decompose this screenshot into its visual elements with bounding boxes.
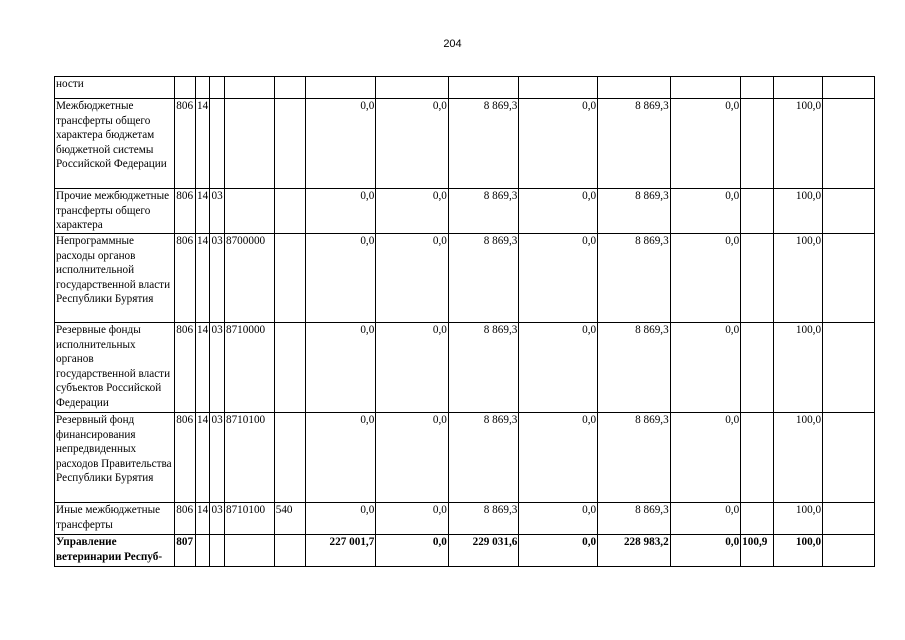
row-name: Управление ветеринарии Респуб- [55, 535, 175, 567]
value-7 [741, 99, 774, 189]
vr-code: 540 [274, 503, 305, 535]
value-8: 100,0 [774, 234, 823, 323]
value-2: 0,0 [376, 323, 449, 413]
vr-code [274, 77, 305, 99]
section-code [195, 535, 210, 567]
value-6: 0,0 [670, 189, 740, 234]
section-code: 14 [195, 99, 210, 189]
value-3: 229 031,6 [448, 535, 518, 567]
value-7 [741, 503, 774, 535]
value-5 [598, 77, 671, 99]
value-8: 100,0 [774, 323, 823, 413]
row-name: Резервные фонды исполнительных органов государственной власти субъектов Российской Федерации [55, 323, 175, 413]
value-2 [376, 77, 449, 99]
ministry-code [175, 77, 196, 99]
table-row [55, 503, 875, 535]
value-2: 0,0 [376, 535, 449, 567]
value-3: 8 869,3 [448, 189, 518, 234]
vr-code [274, 234, 305, 323]
row-name: ности [55, 77, 175, 99]
value-2: 0,0 [376, 99, 449, 189]
value-6: 0,0 [670, 413, 740, 503]
section-code [195, 77, 210, 99]
target-code [224, 189, 274, 234]
value-8 [774, 77, 823, 99]
value-1: 0,0 [305, 189, 375, 234]
subsection-code: 03 [210, 234, 225, 323]
table-row [55, 99, 875, 189]
value-1 [305, 77, 375, 99]
value-7 [741, 77, 774, 99]
row-name: Иные межбюджетные трансферты [55, 503, 175, 535]
subsection-code: 03 [210, 503, 225, 535]
value-2: 0,0 [376, 413, 449, 503]
value-1: 0,0 [305, 99, 375, 189]
ministry-code: 806 [175, 413, 196, 503]
table-row [55, 323, 875, 413]
value-5: 8 869,3 [598, 99, 671, 189]
vr-code [274, 323, 305, 413]
subsection-code: 03 [210, 323, 225, 413]
ministry-code: 807 [175, 535, 196, 567]
value-4: 0,0 [519, 535, 598, 567]
value-5: 228 983,2 [598, 535, 671, 567]
value-1: 0,0 [305, 413, 375, 503]
ministry-code: 806 [175, 323, 196, 413]
ministry-code: 806 [175, 189, 196, 234]
target-code: 8710000 [224, 323, 274, 413]
target-code: 8710100 [224, 413, 274, 503]
value-8: 100,0 [774, 535, 823, 567]
value-5: 8 869,3 [598, 323, 671, 413]
value-3: 8 869,3 [448, 413, 518, 503]
value-8: 100,0 [774, 99, 823, 189]
value-7 [741, 323, 774, 413]
value-4 [519, 77, 598, 99]
value-9 [823, 99, 875, 189]
vr-code [274, 189, 305, 234]
value-5: 8 869,3 [598, 413, 671, 503]
value-2: 0,0 [376, 234, 449, 323]
value-7 [741, 413, 774, 503]
subsection-code [210, 99, 225, 189]
value-6: 0,0 [670, 323, 740, 413]
value-2: 0,0 [376, 503, 449, 535]
value-8: 100,0 [774, 503, 823, 535]
table-row [55, 535, 875, 567]
value-3: 8 869,3 [448, 323, 518, 413]
vr-code [274, 99, 305, 189]
value-6: 0,0 [670, 234, 740, 323]
row-name: Межбюджетные трансферты общего характера бюджетам бюджетной системы Российской Федерации [55, 99, 175, 189]
subsection-code [210, 77, 225, 99]
row-name: Резервный фонд финансирования непредвиденных расходов Правительства Республики Бурятия [55, 413, 175, 503]
value-5: 8 869,3 [598, 189, 671, 234]
table-row [55, 189, 875, 234]
section-code: 14 [195, 503, 210, 535]
value-6: 0,0 [670, 503, 740, 535]
value-4: 0,0 [519, 503, 598, 535]
ministry-code: 806 [175, 234, 196, 323]
target-code [224, 99, 274, 189]
value-7 [741, 234, 774, 323]
value-3: 8 869,3 [448, 503, 518, 535]
value-4: 0,0 [519, 234, 598, 323]
value-7: 100,9 [741, 535, 774, 567]
value-9 [823, 413, 875, 503]
page-number: 204 [443, 38, 462, 50]
value-4: 0,0 [519, 189, 598, 234]
value-3 [448, 77, 518, 99]
value-6 [670, 77, 740, 99]
vr-code [274, 535, 305, 567]
vr-code [274, 413, 305, 503]
budget-table [54, 76, 875, 567]
value-5: 8 869,3 [598, 234, 671, 323]
value-9 [823, 535, 875, 567]
value-9 [823, 323, 875, 413]
ministry-code: 806 [175, 99, 196, 189]
row-name: Прочие межбюджетные трансферты общего характера [55, 189, 175, 234]
section-code: 14 [195, 323, 210, 413]
subsection-code [210, 535, 225, 567]
value-9 [823, 77, 875, 99]
target-code: 8700000 [224, 234, 274, 323]
target-code [224, 535, 274, 567]
value-1: 0,0 [305, 323, 375, 413]
table-row [55, 77, 875, 99]
section-code: 14 [195, 189, 210, 234]
section-code: 14 [195, 234, 210, 323]
value-6: 0,0 [670, 535, 740, 567]
table-row [55, 413, 875, 503]
value-5: 8 869,3 [598, 503, 671, 535]
subsection-code: 03 [210, 189, 225, 234]
value-8: 100,0 [774, 413, 823, 503]
target-code: 8710100 [224, 503, 274, 535]
value-9 [823, 234, 875, 323]
value-9 [823, 189, 875, 234]
row-name: Непрограммные расходы органов исполнительной государственной власти Республики Бурятия [55, 234, 175, 323]
value-4: 0,0 [519, 99, 598, 189]
value-4: 0,0 [519, 323, 598, 413]
value-1: 0,0 [305, 503, 375, 535]
value-3: 8 869,3 [448, 99, 518, 189]
subsection-code: 03 [210, 413, 225, 503]
value-6: 0,0 [670, 99, 740, 189]
value-8: 100,0 [774, 189, 823, 234]
value-7 [741, 189, 774, 234]
value-1: 0,0 [305, 234, 375, 323]
ministry-code: 806 [175, 503, 196, 535]
value-2: 0,0 [376, 189, 449, 234]
target-code [224, 77, 274, 99]
value-3: 8 869,3 [448, 234, 518, 323]
section-code: 14 [195, 413, 210, 503]
table-row [55, 234, 875, 323]
value-9 [823, 503, 875, 535]
value-4: 0,0 [519, 413, 598, 503]
value-1: 227 001,7 [305, 535, 375, 567]
